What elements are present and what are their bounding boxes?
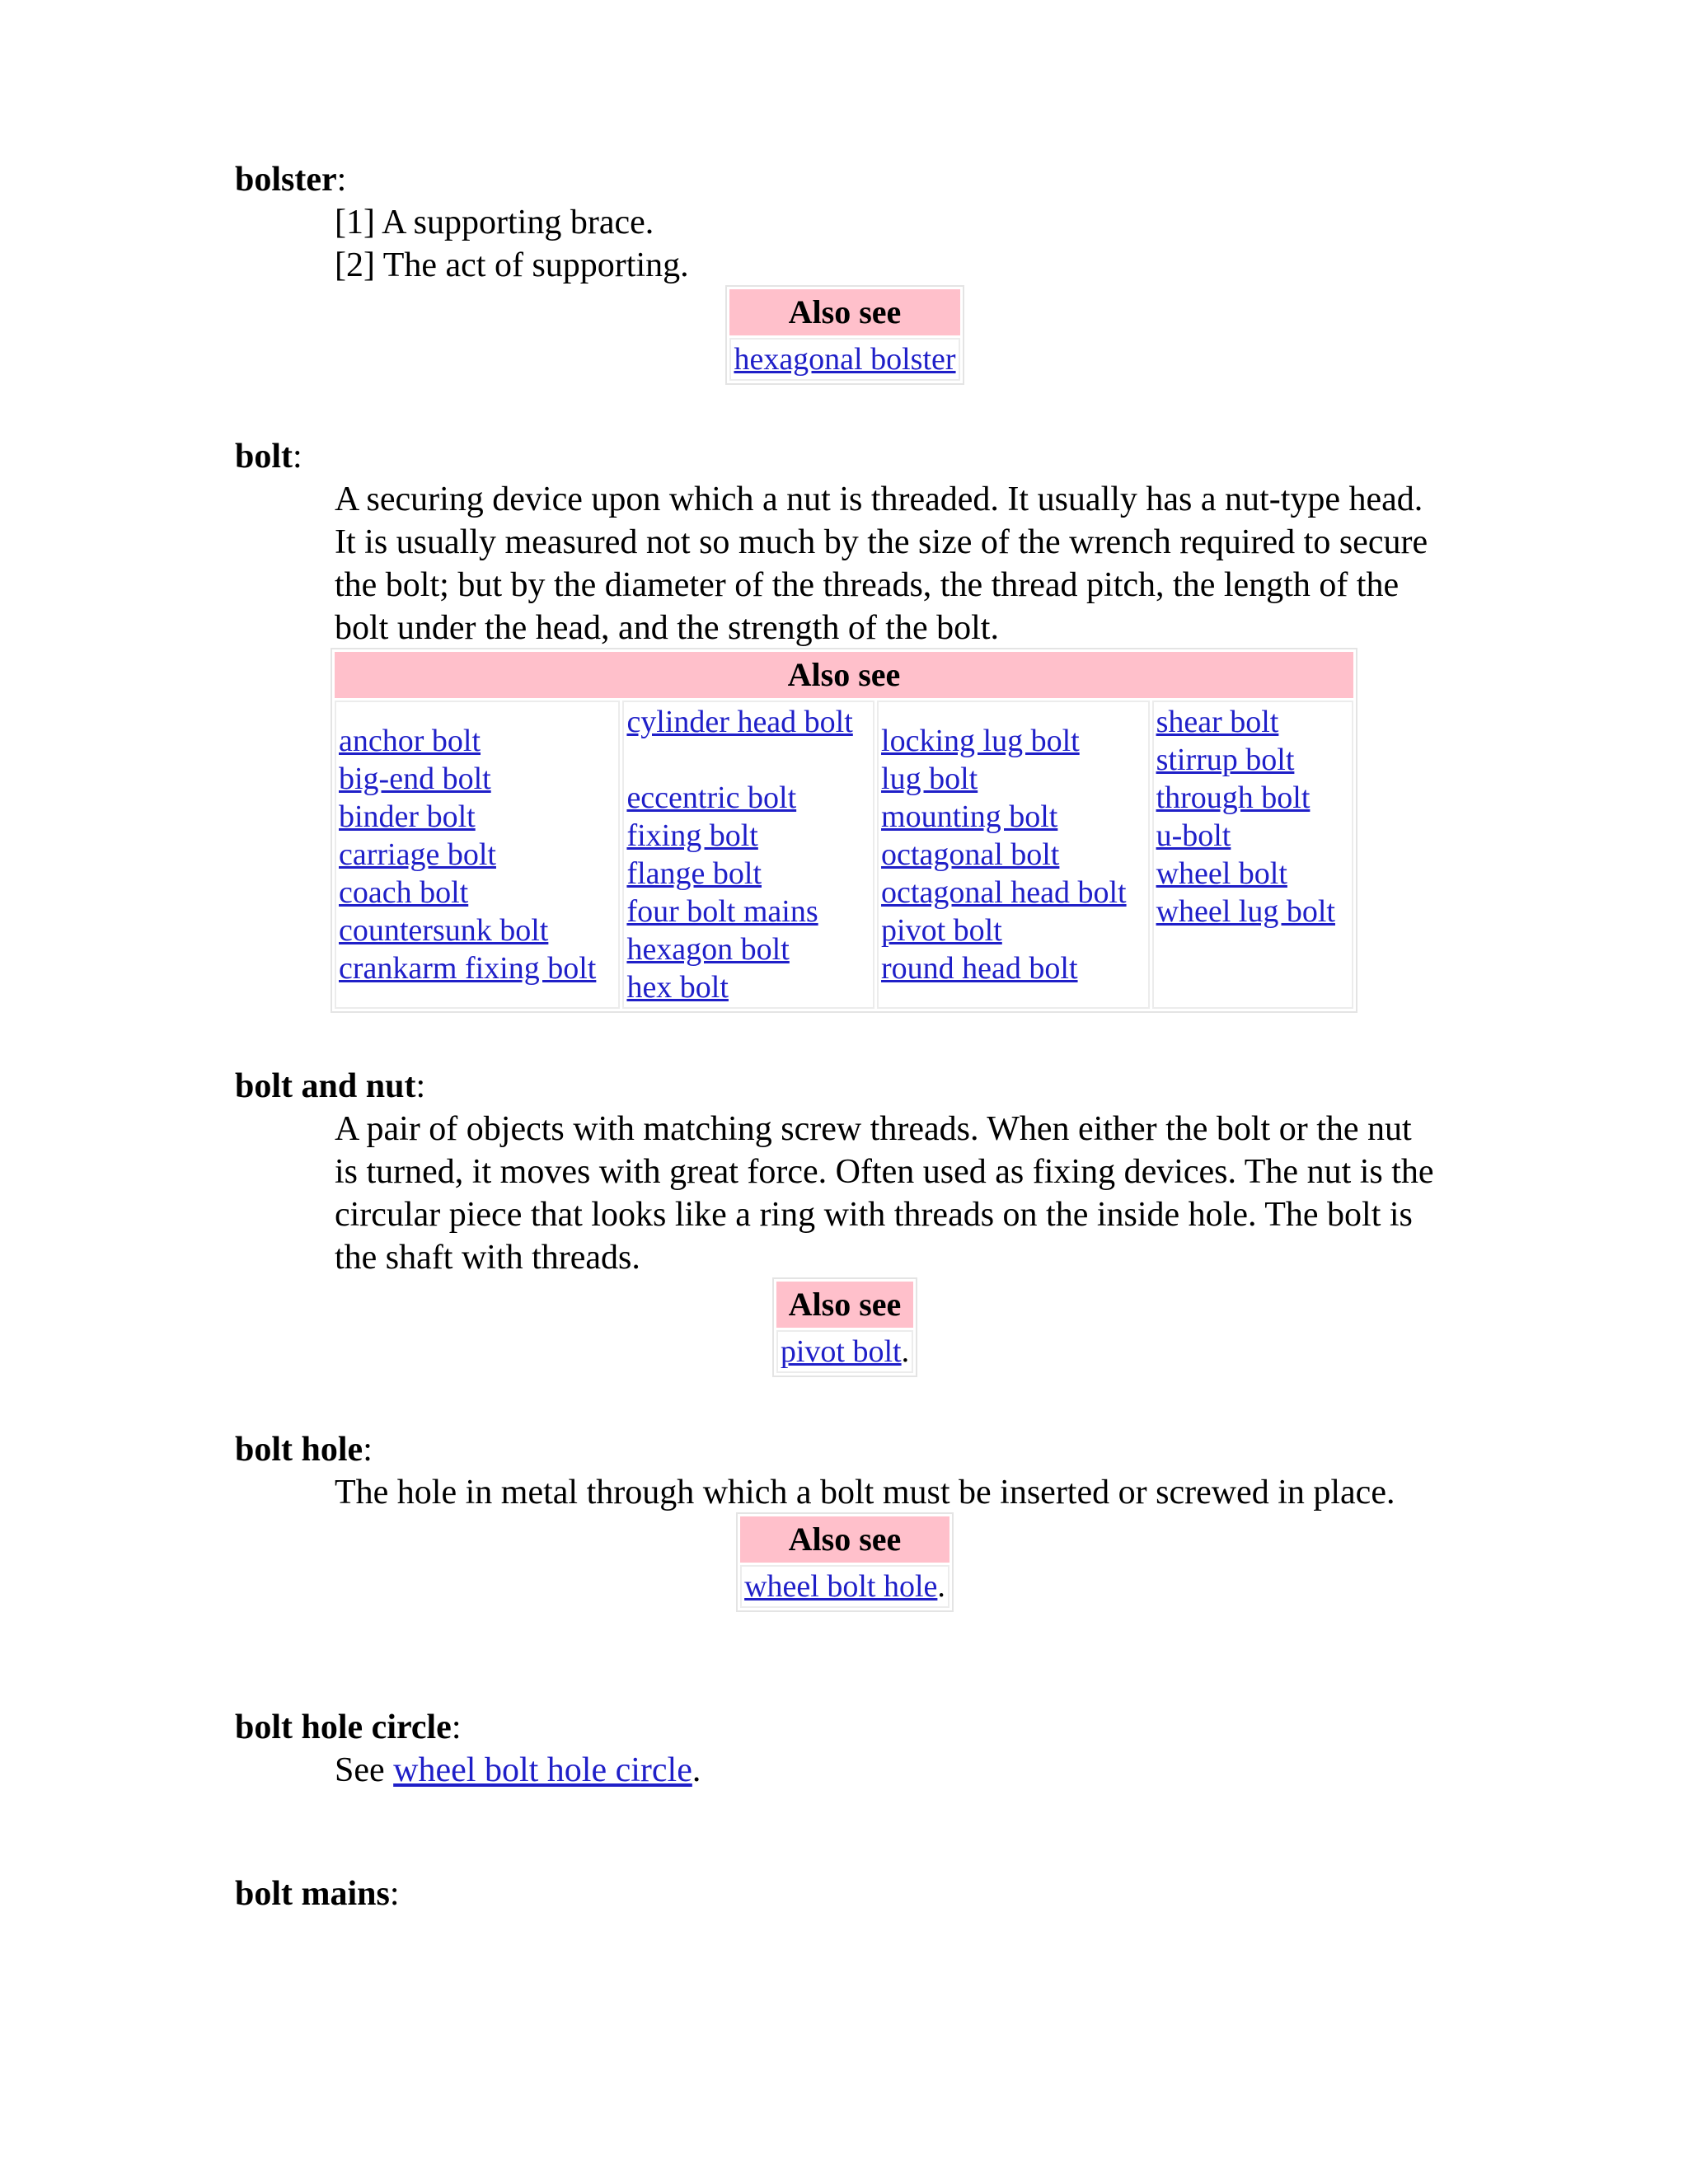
also-see-column-4 [1152,701,1353,1009]
link-hexagon-bolt[interactable]: hexagon bolt [626,932,790,967]
definition [335,478,1439,649]
link-shear-bolt[interactable]: shear bolt [1156,705,1279,739]
link-countersunk-bolt[interactable]: countersunk bolt [339,913,549,948]
also-see-cell [729,338,959,381]
link-round-head-bolt[interactable]: round head bolt [881,951,1078,986]
also-see-header: Also see [776,1282,913,1328]
also-see-cell: wheel bolt hole. [740,1565,950,1608]
definition-2: [2] The act of supporting. [335,246,689,284]
definition [335,1471,1439,1514]
term-heading: bolt hole circle: [235,1708,462,1746]
link-locking-lug-bolt[interactable]: locking lug bolt [881,724,1080,758]
term-bolt: bolt [235,438,293,476]
entry-bolt-mains [235,1872,1455,1915]
link-four-bolt-mains[interactable]: four bolt mains [626,894,818,929]
also-see-header: Also see [740,1516,950,1563]
link-octagonal-bolt[interactable]: octagonal bolt [881,837,1060,872]
link-octagonal-head-bolt[interactable]: octagonal head bolt [881,875,1127,910]
link-pivot-bolt[interactable]: pivot bolt [881,913,1002,948]
entry-bolster [235,158,1455,385]
link-fixing-bolt[interactable]: fixing bolt [626,818,758,853]
link-wheel-bolt-hole-circle[interactable]: wheel bolt hole circle [393,1751,692,1789]
see-prefix: See [335,1751,385,1789]
link-lug-bolt[interactable]: lug bolt [881,762,978,796]
also-see-table [772,1277,917,1377]
definition-text: A securing device upon which a nut is threaded. It usually has a nut-type head. It is usually measured not so much by the size of the wrench required to secure the bolt; but by the diameter of the threads, the thread pitch, the length of the bolt under the head, and the strength of the bolt. [335,480,1428,647]
also-see-header: Also see [729,289,959,335]
link-cylinder-head-bolt[interactable]: cylinder head bolt [626,705,853,739]
definition-text: The hole in metal through which a bolt must be inserted or screwed in place. [335,1474,1395,1511]
definition-1: [1] A supporting brace. [335,204,654,241]
term-heading: bolt mains: [235,1875,400,1913]
entry-bolt-and-nut [235,1065,1455,1377]
entry-bolt [235,435,1455,1013]
link-hexagonal-bolster[interactable]: hexagonal bolster [734,342,956,377]
entry-bolt-hole [235,1428,1455,1612]
link-anchor-bolt[interactable]: anchor bolt [339,724,481,758]
link-crankarm-fixing-bolt[interactable]: crankarm fixing bolt [339,951,597,986]
also-see-column-3 [877,701,1150,1009]
definition-text: A pair of objects with matching screw threads. When either the bolt or the nut is turned, it moves with great force. Often used as fixing devices. The nut is the circular piece that looks like a ring with threads on the inside hole. The bolt is the shaft with threads. [335,1110,1434,1277]
link-eccentric-bolt[interactable]: eccentric bolt [626,780,797,815]
term-heading: bolt hole: [235,1431,373,1469]
also-see-column-2 [622,701,874,1009]
link-pivot-bolt[interactable]: pivot bolt [780,1334,902,1369]
link-mounting-bolt[interactable]: mounting bolt [881,799,1058,834]
also-see-table [725,285,964,385]
term-bolt-mains: bolt mains [235,1875,390,1913]
entry-bolt-hole-circle [235,1706,1455,1792]
also-see-header: Also see [335,652,1353,698]
link-through-bolt[interactable]: through bolt [1156,780,1311,815]
also-see-column-1 [335,701,620,1009]
link-big-end-bolt[interactable]: big-end bolt [339,762,491,796]
link-hex-bolt[interactable]: hex bolt [626,970,729,1005]
definition [335,1749,1455,1792]
definition [335,1108,1439,1279]
definition-text: See wheel bolt hole circle. [335,1751,701,1789]
term-bolt-and-nut: bolt and nut [235,1067,416,1105]
link-flange-bolt[interactable]: flange bolt [626,856,762,891]
link-coach-bolt[interactable]: coach bolt [339,875,469,910]
link-wheel-bolt-hole[interactable]: wheel bolt hole [744,1569,938,1604]
also-see-table [331,648,1357,1013]
also-see-table [736,1512,954,1612]
link-wheel-lug-bolt[interactable]: wheel lug bolt [1156,894,1335,929]
term-heading: bolt and nut: [235,1067,426,1105]
link-wheel-bolt[interactable]: wheel bolt [1156,856,1287,891]
link-stirrup-bolt[interactable]: stirrup bolt [1156,743,1295,777]
also-see-cell: pivot bolt. [776,1330,913,1373]
term-heading: bolt: [235,438,302,476]
link-binder-bolt[interactable]: binder bolt [339,799,476,834]
term-bolt-hole-circle: bolt hole circle [235,1708,452,1746]
term-bolster: bolster [235,161,337,199]
blank-line [626,741,870,779]
term-heading: bolster: [235,161,347,199]
term-bolt-hole: bolt hole [235,1431,363,1469]
link-u-bolt[interactable]: u-bolt [1156,818,1231,853]
definition [335,201,1455,287]
link-carriage-bolt[interactable]: carriage bolt [339,837,496,872]
